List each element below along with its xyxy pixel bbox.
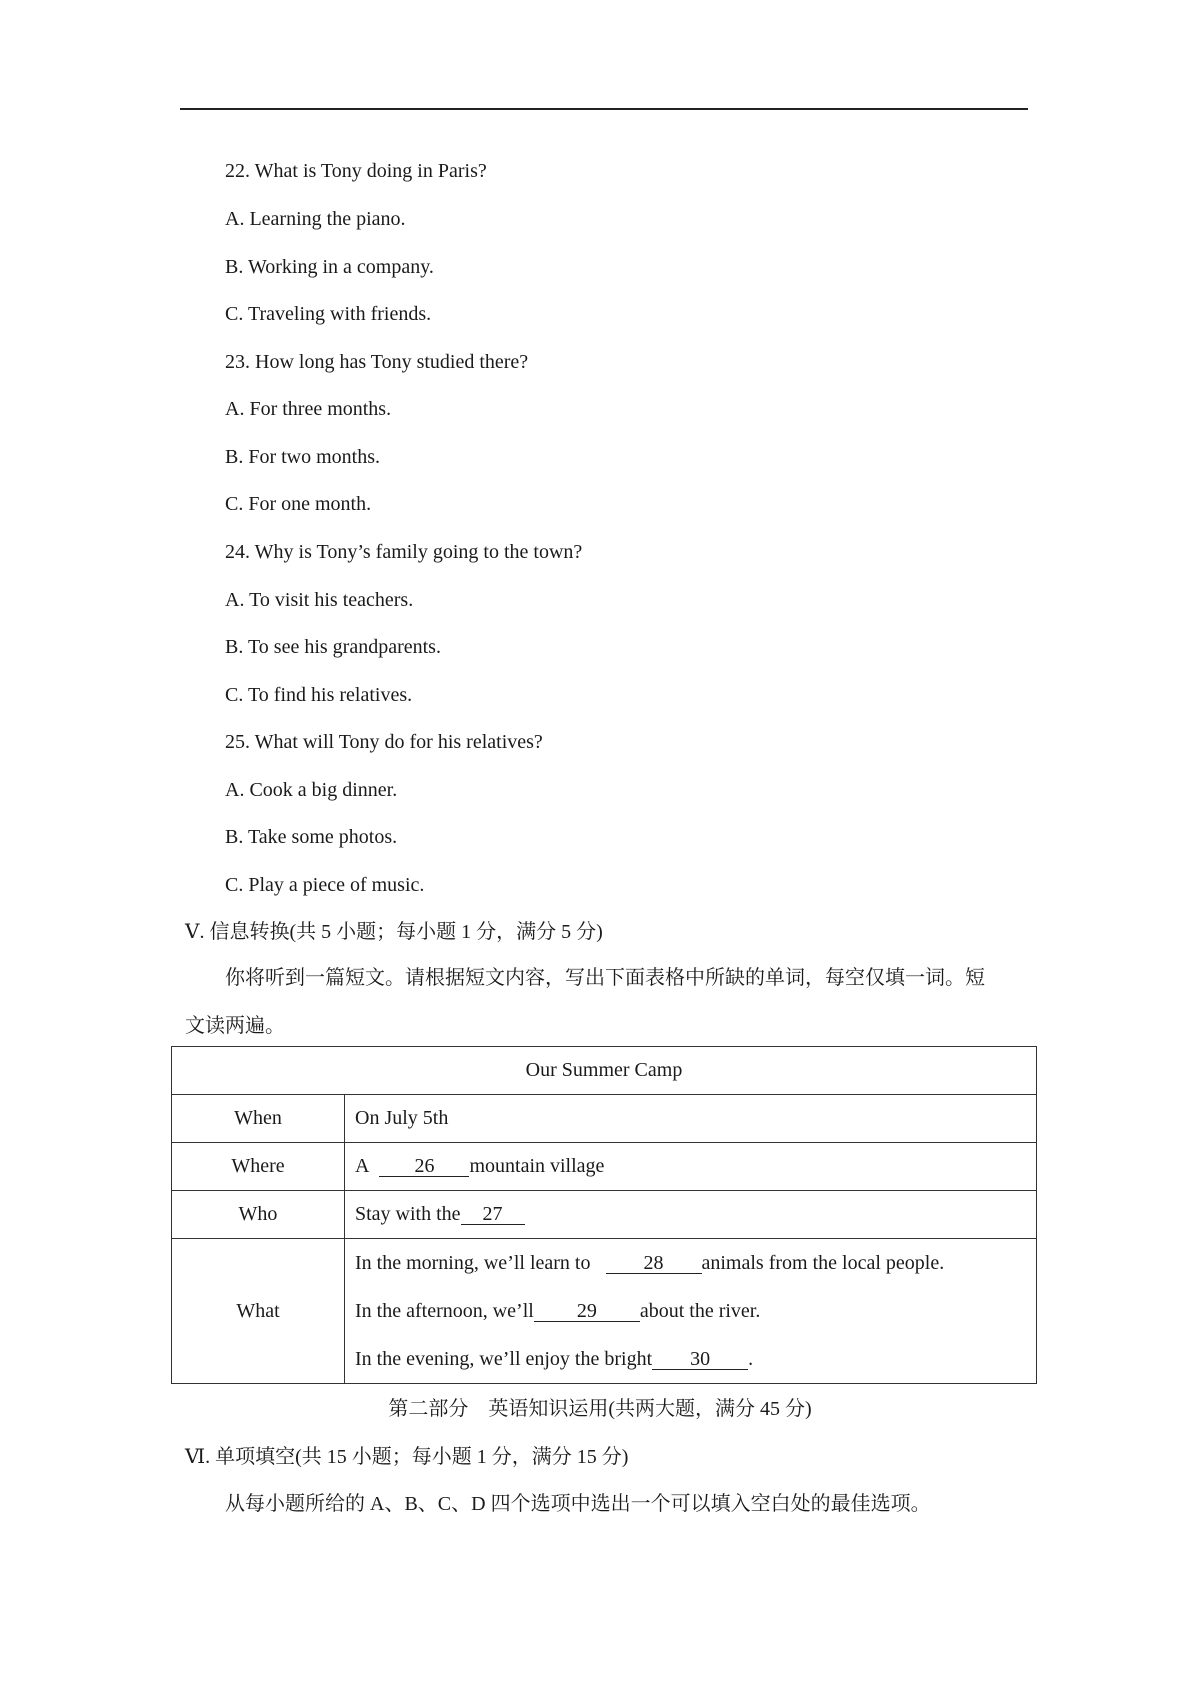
table-row-what: [172, 1239, 1037, 1384]
table-row-where: [172, 1143, 1037, 1191]
blank-27: 27: [461, 1204, 525, 1225]
who-label: Who: [172, 1191, 345, 1239]
section-5-heading: Ⅴ. 信息转换(共 5 小题；每小题 1 分，满分 5 分): [185, 921, 603, 943]
question-22-option-a: A. Learning the piano.: [225, 208, 406, 230]
what-values: [345, 1239, 1037, 1384]
afternoon-suffix: about the river.: [639, 1300, 761, 1322]
section-5-instruction-line1: 你将听到一篇短文。请根据短文内容，写出下面表格中所缺的单词，每空仅填一词。短: [225, 967, 985, 989]
where-prefix: A: [355, 1155, 370, 1177]
what-line-morning: [355, 1239, 1036, 1287]
question-25-option-a: A. Cook a big dinner.: [225, 779, 398, 801]
question-25-option-b: B. Take some photos.: [225, 826, 398, 848]
when-label: When: [172, 1095, 345, 1143]
morning-suffix: animals from the local people.: [701, 1252, 945, 1274]
question-25-stem: 25. What will Tony do for his relatives?: [225, 731, 543, 753]
question-25-option-c: C. Play a piece of music.: [225, 874, 425, 896]
evening-suffix: .: [748, 1348, 754, 1370]
evening-prefix: In the evening, we’ll enjoy the bright: [355, 1348, 653, 1370]
what-line-afternoon: [355, 1287, 1036, 1335]
question-22-option-c: C. Traveling with friends.: [225, 303, 432, 325]
question-24-option-c: C. To find his relatives.: [225, 684, 413, 706]
question-23-stem: 23. How long has Tony studied there?: [225, 351, 529, 373]
where-label: Where: [172, 1143, 345, 1191]
question-23-option-c: C. For one month.: [225, 493, 372, 515]
table-caption: Our Summer Camp: [172, 1047, 1037, 1095]
who-prefix: Stay with the: [355, 1203, 461, 1225]
where-suffix: mountain village: [469, 1155, 605, 1177]
question-24-option-b: B. To see his grandparents.: [225, 636, 441, 658]
what-label: What: [172, 1239, 345, 1384]
question-23-option-b: B. For two months.: [225, 446, 381, 468]
part-2-title: 第二部分 英语知识运用(共两大题，满分 45 分): [388, 1398, 812, 1420]
header-rule: [180, 108, 1028, 110]
blank-28: 28: [606, 1253, 702, 1274]
question-23-option-a: A. For three months.: [225, 398, 392, 420]
who-value: [345, 1191, 1037, 1239]
question-24-stem: 24. Why is Tony’s family going to the town?: [225, 541, 583, 563]
summer-camp-table: [171, 1046, 1037, 1384]
where-value: [345, 1143, 1037, 1191]
when-value: On July 5th: [345, 1095, 1037, 1143]
afternoon-prefix: In the afternoon, we’ll: [355, 1300, 534, 1322]
section-5-instruction-line2: 文读两遍。: [185, 1015, 285, 1037]
blank-29: 29: [534, 1301, 640, 1322]
question-22-stem: 22. What is Tony doing in Paris?: [225, 160, 487, 182]
question-22-option-b: B. Working in a company.: [225, 256, 434, 278]
morning-prefix: In the morning, we’ll learn to: [355, 1252, 591, 1274]
section-6-heading: Ⅵ. 单项填空(共 15 小题；每小题 1 分，满分 15 分): [185, 1446, 629, 1468]
blank-26: 26: [379, 1156, 469, 1177]
table-row-who: [172, 1191, 1037, 1239]
table-row-when: [172, 1095, 1037, 1143]
question-24-option-a: A. To visit his teachers.: [225, 589, 414, 611]
what-line-evening: [355, 1335, 1036, 1383]
blank-30: 30: [652, 1349, 748, 1370]
section-6-instruction: 从每小题所给的 A、B、C、D 四个选项中选出一个可以填入空白处的最佳选项。: [225, 1493, 931, 1515]
